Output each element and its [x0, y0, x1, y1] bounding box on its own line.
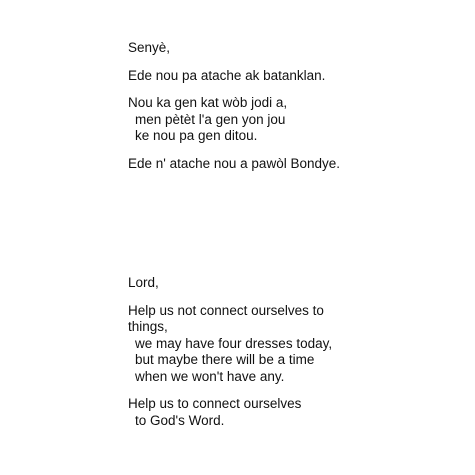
- english-line: we may have four dresses today,: [135, 335, 333, 351]
- english-line: to God's Word.: [135, 412, 225, 428]
- creole-salutation: Senyè,: [128, 40, 171, 55]
- english-line: Help us not connect ourselves to: [128, 302, 324, 318]
- creole-line: men pètèt l'a gen yon jou: [135, 111, 286, 127]
- english-line: Help us to connect ourselves: [128, 396, 302, 411]
- english-prayer: [128, 275, 458, 440]
- english-line: but maybe there will be a time: [135, 352, 315, 367]
- english-salutation: Lord,: [128, 275, 159, 290]
- english-line: things,: [128, 319, 168, 334]
- english-stanza-1: [128, 303, 458, 386]
- english-stanza-2: [128, 396, 458, 429]
- creole-line: ke nou pa gen ditou.: [135, 128, 258, 143]
- creole-stanza-3: [128, 156, 458, 173]
- creole-prayer: [128, 40, 458, 183]
- creole-line: Ede nou pa atache ak batanklan.: [128, 67, 326, 83]
- creole-stanza-2: [128, 95, 458, 145]
- creole-line: Ede n' atache nou a pawòl Bondye.: [128, 155, 340, 171]
- english-line: when we won't have any.: [135, 368, 285, 384]
- creole-stanza-1: [128, 68, 458, 85]
- creole-line: Nou ka gen kat wòb jodi a,: [128, 95, 288, 110]
